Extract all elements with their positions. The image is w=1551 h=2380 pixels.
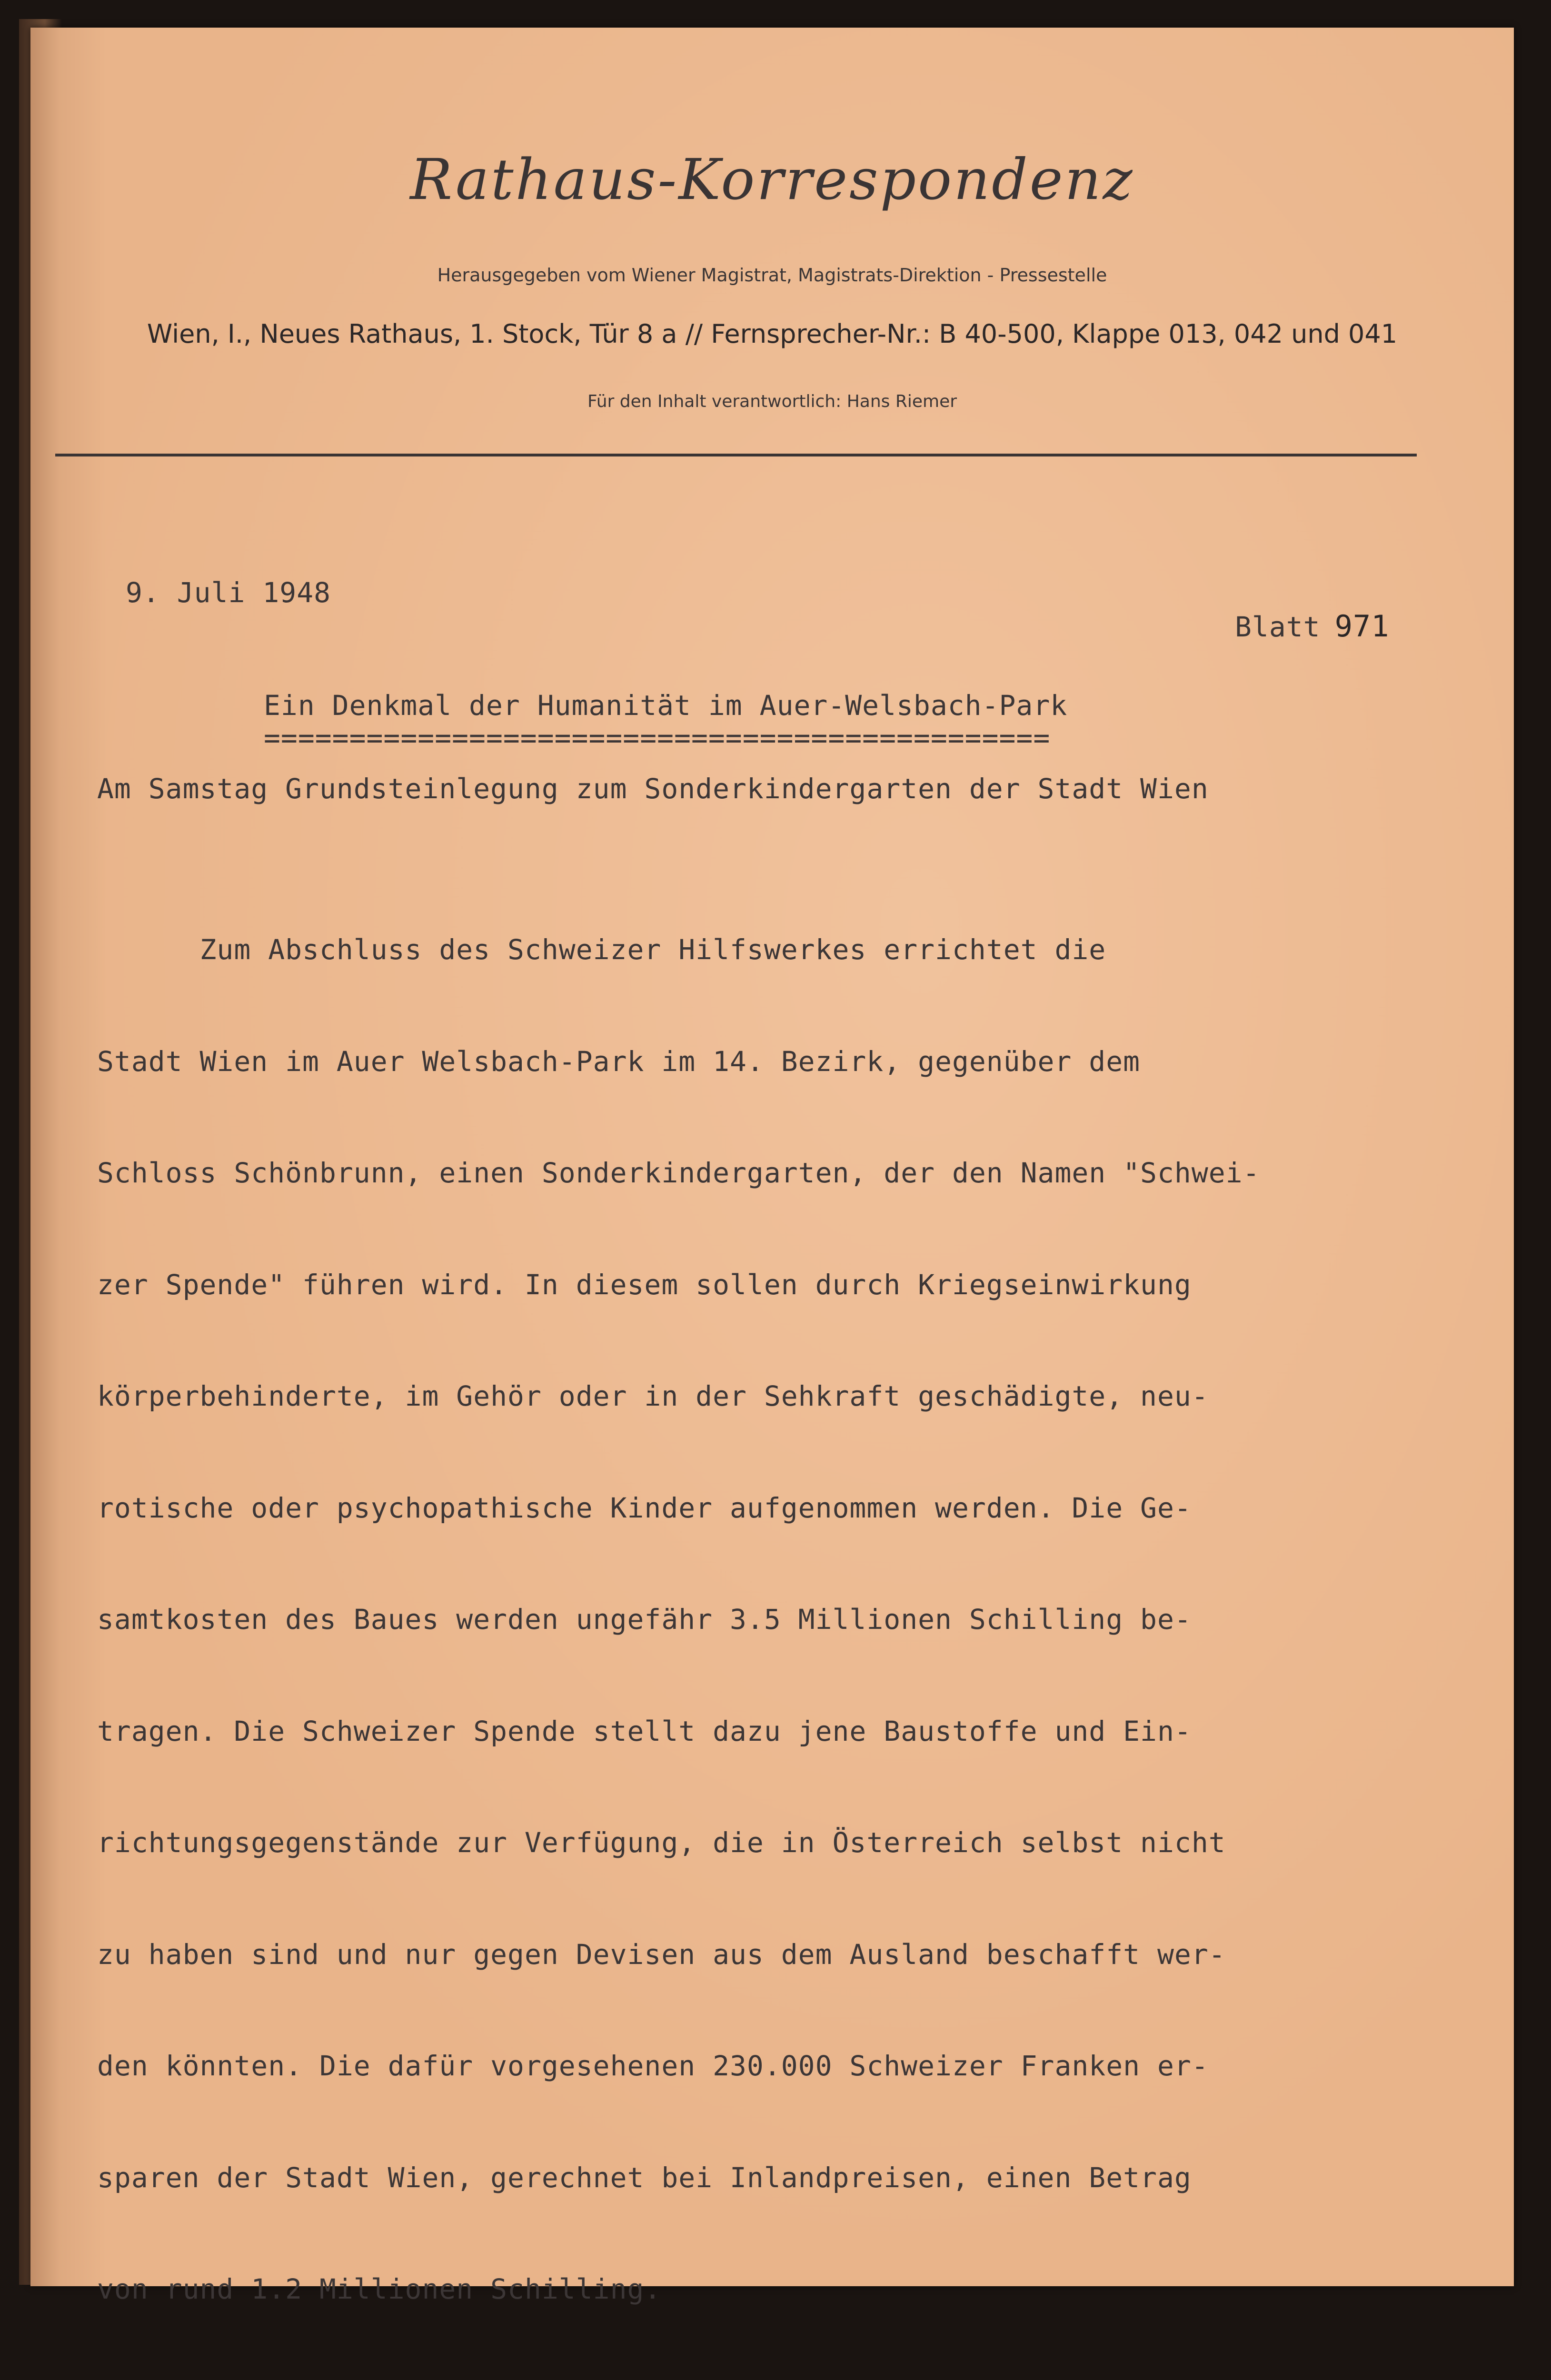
masthead-responsible: Für den Inhalt verantwortlich: Hans Riemer bbox=[30, 392, 1514, 411]
masthead bbox=[30, 147, 1514, 411]
sheet-label: Blatt bbox=[1235, 611, 1321, 643]
body-line: sparen der Stadt Wien, gerechnet bei Inlandpreisen, einen Betrag bbox=[97, 2154, 1430, 2202]
body-line: Stadt Wien im Auer Welsbach-Park im 14. Bezirk, gegenüber dem bbox=[97, 1038, 1430, 1085]
issue-date: 9. Juli 1948 bbox=[126, 576, 331, 609]
sheet-number: 971 bbox=[1335, 609, 1390, 644]
body-line: von rund 1.2 Millionen Schilling. bbox=[97, 2266, 1430, 2313]
article-headline: Ein Denkmal der Humanität im Auer-Welsbach-Park bbox=[264, 689, 1067, 722]
headline-underline: ============================================== bbox=[264, 722, 1050, 754]
document-page bbox=[30, 28, 1514, 2286]
body-line: zu haben sind und nur gegen Devisen aus dem Ausland beschafft wer- bbox=[97, 1931, 1430, 1978]
dateline bbox=[92, 544, 1514, 674]
body-line: tragen. Die Schweizer Spende stellt dazu jene Baustoffe und Ein- bbox=[97, 1708, 1430, 1755]
masthead-publisher: Herausgegeben vom Wiener Magistrat, Magistrats-Direktion - Pressestelle bbox=[30, 265, 1514, 286]
body-line: samtkosten des Baues werden ungefähr 3.5 Millionen Schilling be- bbox=[97, 1596, 1430, 1643]
body-line: körperbehinderte, im Gehör oder in der Sehkraft geschädigte, neu- bbox=[97, 1373, 1430, 1420]
body-line: Zum Abschluss des Schweizer Hilfswerkes errichtet die bbox=[97, 926, 1430, 973]
body-line: rotische oder psychopathische Kinder aufgenommen werden. Die Ge- bbox=[97, 1485, 1430, 1532]
article-subheadline: Am Samstag Grundsteinlegung zum Sonderkindergarten der Stadt Wien bbox=[97, 773, 1209, 805]
body-line bbox=[97, 2378, 1430, 2380]
article-body bbox=[97, 862, 1430, 2380]
body-line: Schloss Schönbrunn, einen Sonderkindergarten, der den Namen "Schwei- bbox=[97, 1150, 1430, 1197]
masthead-divider bbox=[55, 454, 1417, 456]
body-line: zer Spende" führen wird. In diesem sollen durch Kriegseinwirkung bbox=[97, 1261, 1430, 1309]
masthead-address: Wien, I., Neues Rathaus, 1. Stock, Tür 8 a // Fernsprecher-Nr.: B 40-500, Klappe 013, 042 und 041 bbox=[30, 319, 1514, 349]
body-line: richtungsgegenstände zur Verfügung, die in Österreich selbst nicht bbox=[97, 1819, 1430, 1866]
body-line: den könnten. Die dafür vorgesehenen 230.000 Schweizer Franken er- bbox=[97, 2043, 1430, 2090]
sheet-info bbox=[1235, 609, 1390, 644]
masthead-title: Rathaus-Korrespondenz bbox=[30, 147, 1514, 212]
